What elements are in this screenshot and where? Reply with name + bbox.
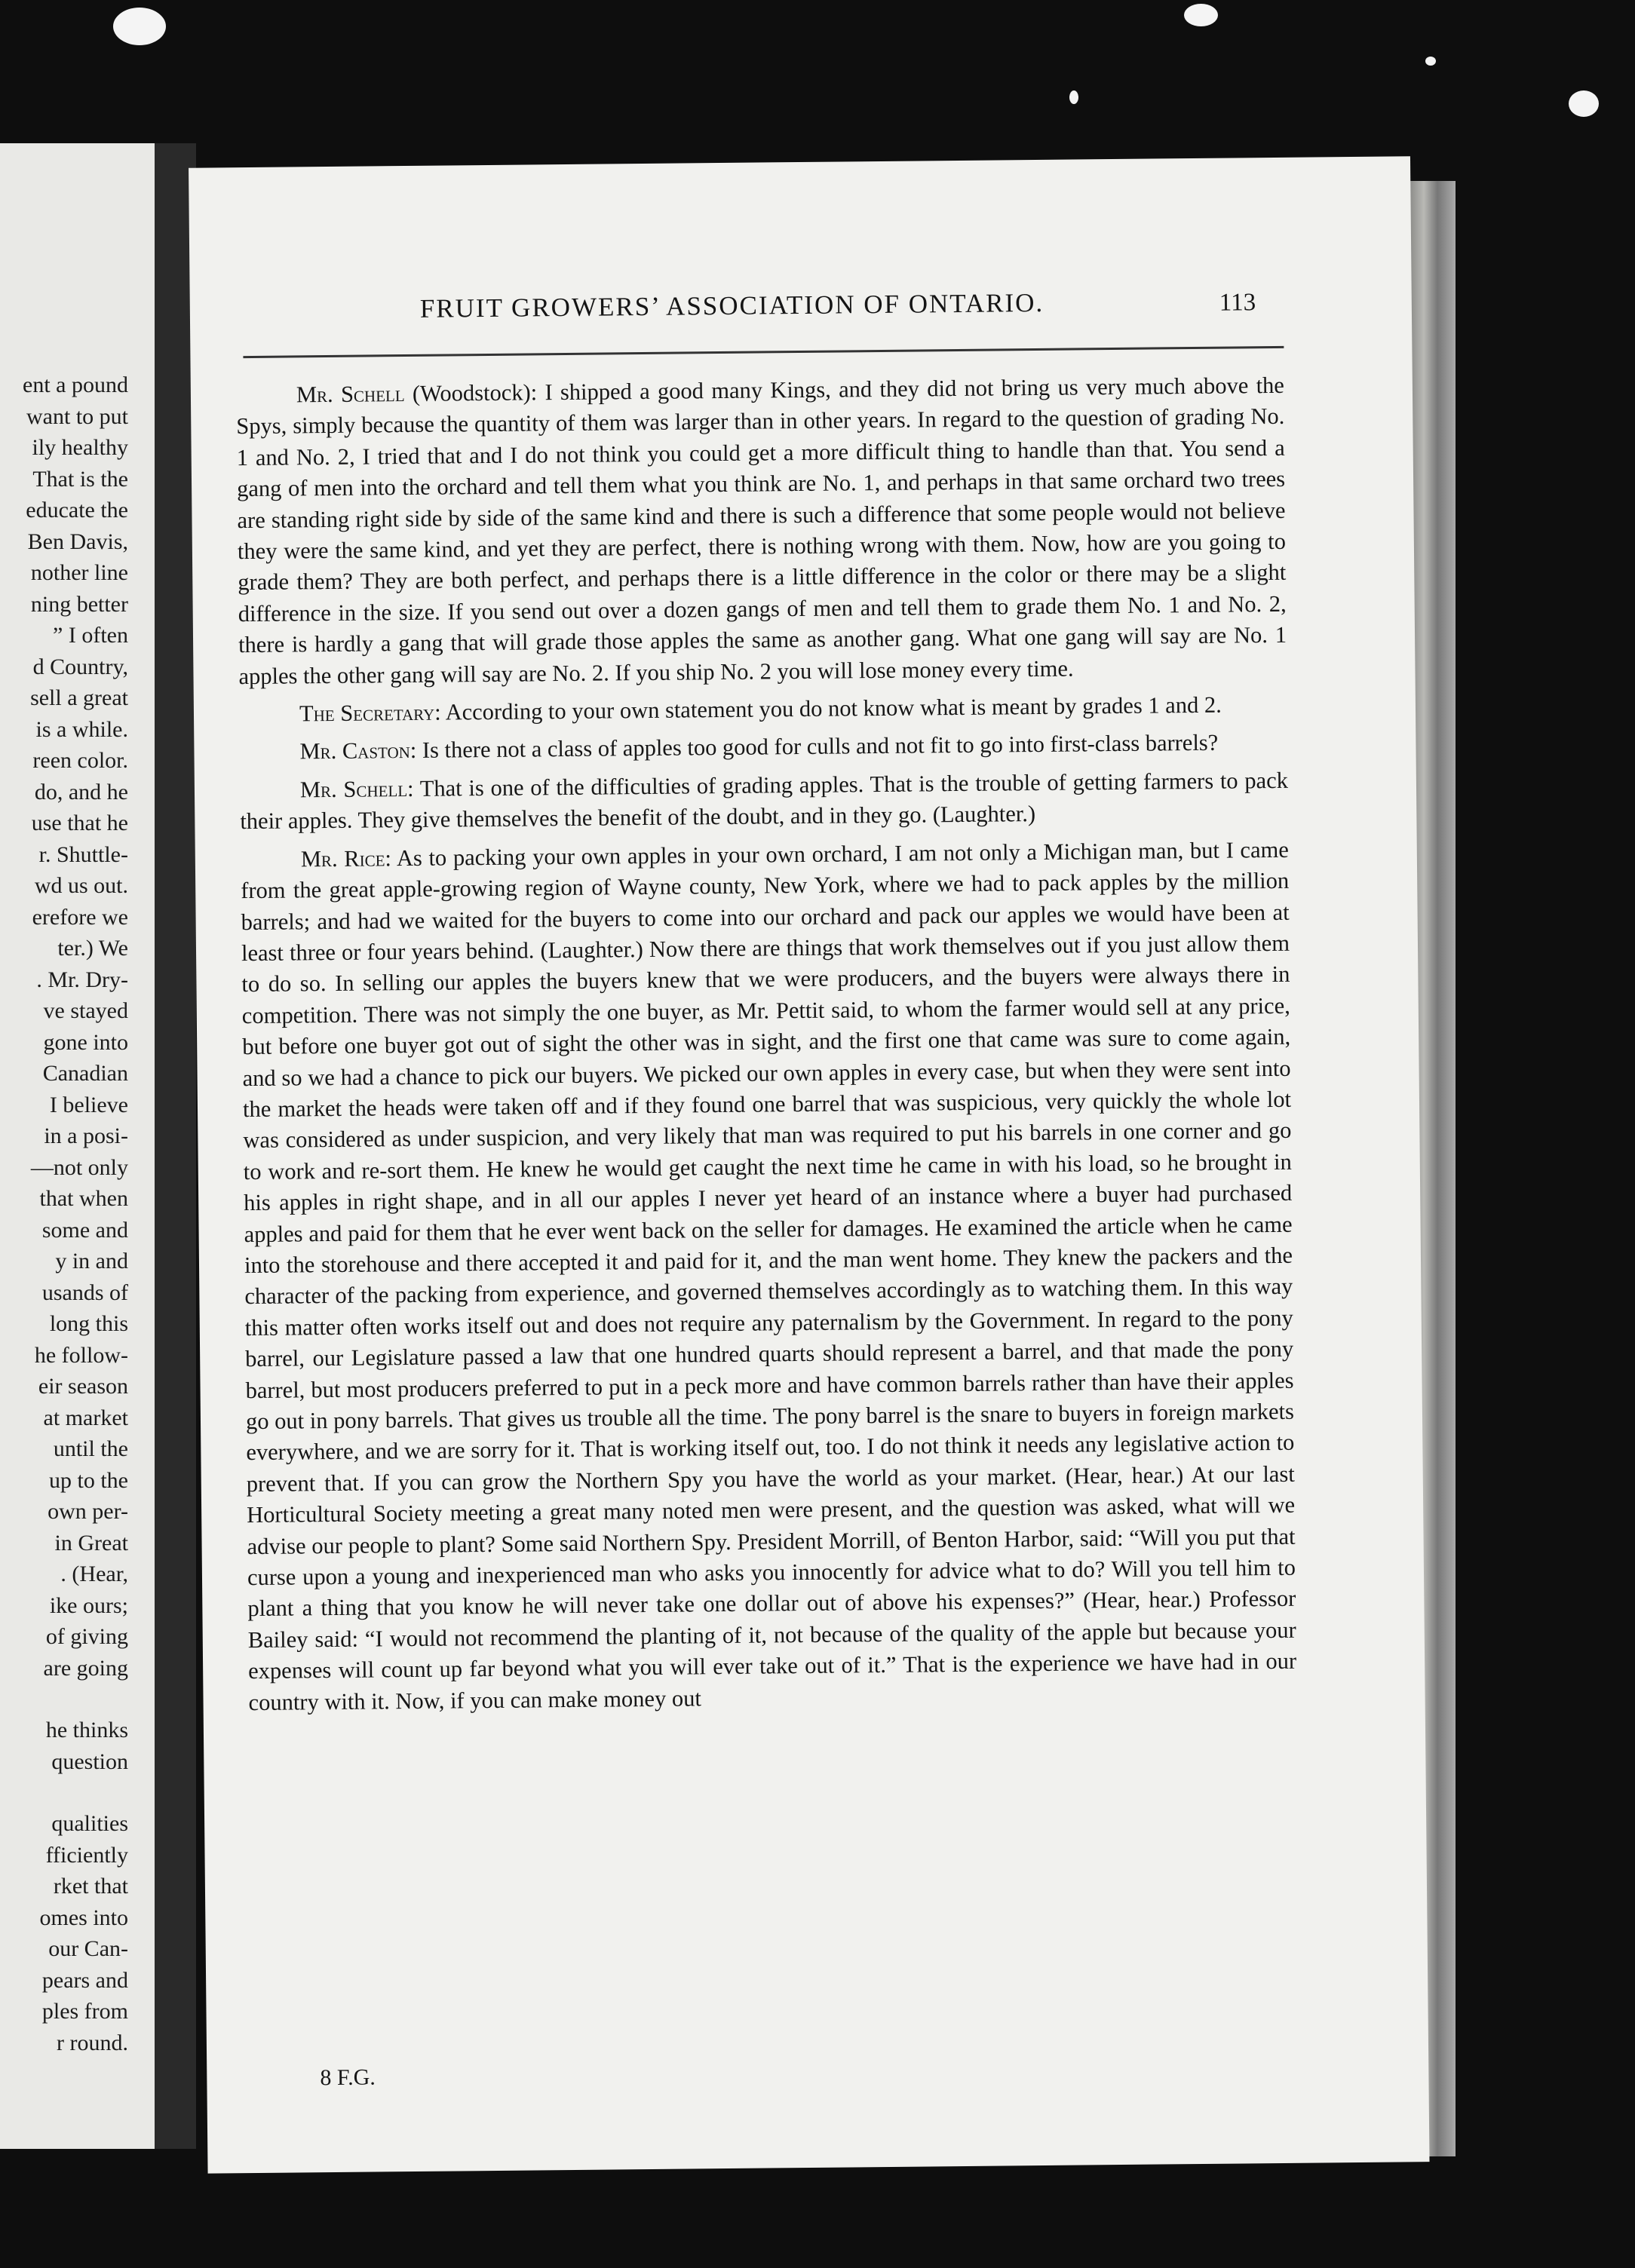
facing-page-line: Canadian bbox=[42, 1061, 128, 1086]
facing-page-line: that when bbox=[39, 1186, 128, 1211]
facing-page-line: ily healthy bbox=[32, 435, 128, 460]
signature-mark: 8 F.G. bbox=[320, 2064, 376, 2091]
paragraph bbox=[240, 765, 1289, 838]
paragraph bbox=[239, 727, 1287, 768]
facing-page-line: is a while. bbox=[35, 716, 128, 742]
facing-page-line: r. Shuttle- bbox=[38, 841, 128, 867]
facing-page-line: r round. bbox=[57, 2030, 128, 2055]
facing-page-line: . (Hear, bbox=[60, 1562, 128, 1586]
speaker-name: Mr. Schell bbox=[296, 381, 405, 408]
dust-speck bbox=[1069, 90, 1078, 104]
facing-page-line: ent a pound bbox=[23, 372, 128, 397]
facing-page-line: ter.) We bbox=[57, 936, 128, 961]
speaker-name: The Secretary bbox=[299, 699, 435, 727]
paragraph bbox=[241, 835, 1297, 1719]
facing-page-line: are going bbox=[43, 1655, 128, 1681]
facing-page-line: ” I often bbox=[53, 623, 128, 648]
running-header bbox=[190, 284, 1413, 342]
facing-page-line: qualities bbox=[51, 1811, 128, 1836]
facing-page-line: question bbox=[51, 1749, 128, 1774]
facing-page-line: of giving bbox=[45, 1624, 128, 1649]
facing-page-line: omes into bbox=[39, 1905, 128, 1930]
facing-page-line: d Country, bbox=[32, 654, 128, 679]
facing-page-line: erefore we bbox=[32, 904, 128, 930]
body-text bbox=[236, 370, 1297, 1725]
dust-speck bbox=[113, 8, 166, 45]
speaker-name: Mr. Rice bbox=[300, 845, 385, 872]
paragraph-text: : Is there not a class of apples too good for culls and not fit to go into first-class barrels? bbox=[410, 730, 1219, 764]
dust-speck bbox=[1569, 90, 1599, 117]
facing-page-text bbox=[0, 369, 128, 2058]
facing-page-line: up to the bbox=[49, 1467, 128, 1493]
facing-page-line: long this bbox=[49, 1311, 128, 1336]
speaker-name: Mr. Schell bbox=[299, 775, 408, 803]
facing-page-line: he follow- bbox=[34, 1342, 128, 1368]
facing-page-line: in Great bbox=[54, 1530, 128, 1555]
facing-page-line: own per- bbox=[48, 1499, 128, 1524]
facing-page-line: want to put bbox=[26, 403, 128, 429]
facing-page-line: fficiently bbox=[45, 1842, 128, 1868]
paragraph-text: : As to packing your own apples in your own orchard, I am not only a Michigan man, but I came from the great apple-growing region of Wayne county, New York, where we had to pack apples by the million barrels; and had we waited for the buyers to come into our orchard and pack our apples we would have been at least three or four years behind. (Laughter.) Now there are things that work themselves out if you just allow them to do so. In selling our apples the buyers knew that we were producers, and the buyers were always there in competition. There was not simply the one buyer, as Mr. Pettit said, to whom the farmer would sell at any price, but before one buyer got out of sight the other was in sight, and the first one that came was sure to come again, and so we had a chance to pick our buyers. We picked our own apples in every case, but when they were sent into the market the heads were taken off and if they found one barrel that was suspicious, very quickly the whole lot was considered as under suspicion, and very likely that man was required to put his barrels in one corner and go to work and re-sort them. He knew he would get caught the next time he came in with his load, so he brought in his apples in right shape, and in all our apples I never yet heard of an instance where a buyer had purchased apples and paid for them that he ever went back on the seller for damages. He examined the article when he came into the storehouse and there accepted it and paid for it, and the man went home. They knew the packers and the character of the packing from experience, and governed themselves accordingly as to watching them. In this way this matter often works itself out and does not require any paternalism by the Government. In regard to the pony barrel, our Legislature passed a law that one hundred quarts should represent a barrel, and that made the pony barrel, but most producers preferred to put in a peck more and have common barrels rather than have their apples go out in pony barrels. That gives us trouble all the time. The pony barrel is the snare to buyers in foreign markets everywhere, and we are sorry for it. That is working itself out, too. I do not think it needs any legislative action to prevent that. If you can grow the Northern Spy you have the world as your market. (Hear, hear.) At our last Horticultural Society meeting a great many noted men were present, and the question was asked, what will we advise our people to plant? Some said Northern Spy. President Morrill, of Benton Harbor, said: “Will you put that curse upon a young and inexperienced man who asks you innocently for advice what to do? Will you tell him to plant a thing that you know he will never take one dollar out of above his expenses?” (Hear, hear.) Professor Bailey said: “I would not recommend the planting of it, not because of the quality of the apple but because your expenses will count up far beyond what you will ever take out of it.” That is the experience we have had in our country with it. Now, if you can make money out bbox=[241, 836, 1297, 1715]
facing-page-line: eir season bbox=[38, 1374, 128, 1399]
paragraph-text: : According to your own statement you do not know what is meant by grades 1 and 2. bbox=[434, 691, 1222, 725]
facing-page-line: Ben Davis, bbox=[27, 529, 128, 554]
facing-page-line: ike ours; bbox=[49, 1592, 128, 1618]
header-rule bbox=[243, 346, 1284, 358]
facing-page-line: —not only bbox=[30, 1154, 128, 1180]
paragraph-text: (Woodstock): I shipped a good many Kings, and they did not bring us very much above the Spys, simply because the quantity of them was larger than in other years. In regard to the question of grading No. 1 and No. 2, I tried that and I do not think you could get a more difficult thing to handle than that. You send a gang of men into the orchard and tell them what you think are No. 1, and perhaps in that same orchard two trees are standing right side by side of the same kind and there is such a difference that some people would not believe they were the same kind, and yet they are perfect, there is nothing wrong with them. Now, how are you going to grade them? They are both perfect, and perhaps there is a little difference in the color or there may be a slight difference in the size. If you send out over a dozen gangs of men and tell them to grade them No. 1 and No. 2, there is hardly a gang that will grade those apples the same as another gang. What one gang will say are No. 1 apples the other gang will say are No. 2. If you ship No. 2 you will lose money every time. bbox=[236, 372, 1287, 689]
facing-page-line: he thinks bbox=[45, 1718, 128, 1742]
facing-page-line: our Can- bbox=[48, 1936, 128, 1961]
facing-page-line: ning better bbox=[30, 591, 128, 617]
facing-page-line: educate the bbox=[26, 498, 128, 523]
facing-page-line: usands of bbox=[41, 1280, 128, 1305]
facing-page-line: rket that bbox=[53, 1874, 128, 1899]
facing-page-line: That is the bbox=[32, 466, 128, 492]
facing-page-line: nother line bbox=[30, 560, 128, 585]
facing-page-line: I believe bbox=[49, 1092, 128, 1117]
paragraph bbox=[239, 689, 1287, 731]
dust-speck bbox=[1184, 4, 1218, 26]
facing-page-line: reen color. bbox=[32, 748, 128, 773]
header-title: FRUIT GROWERS’ ASSOCIATION OF ONTARIO. bbox=[419, 287, 1044, 323]
page-number: 113 bbox=[1219, 289, 1256, 317]
facing-page-line: do, and he bbox=[34, 779, 128, 805]
facing-page-line: in a posi- bbox=[44, 1123, 128, 1148]
dust-speck bbox=[1425, 57, 1436, 66]
speaker-name: Mr. Caston bbox=[299, 737, 410, 765]
facing-page-line: sell a great bbox=[30, 685, 128, 710]
paragraph-text: : That is one of the difficulties of grading apples. That is the trouble of getting farmers to pack their apples. They give themselves the benefit of the doubt, and in they go. (Laughter.) bbox=[240, 767, 1289, 835]
book-page bbox=[189, 156, 1429, 2173]
facing-page-line: y in and bbox=[55, 1249, 128, 1273]
book-gutter bbox=[155, 143, 196, 2149]
facing-page-line: use that he bbox=[31, 811, 128, 835]
facing-page-line: until the bbox=[53, 1436, 128, 1461]
facing-page-line: at market bbox=[43, 1405, 128, 1430]
facing-page-line: ples from bbox=[41, 1999, 128, 2024]
facing-page-line: ve stayed bbox=[43, 998, 128, 1023]
facing-page-line: gone into bbox=[43, 1029, 128, 1055]
facing-page-line: wd us out. bbox=[34, 873, 128, 898]
paragraph bbox=[236, 370, 1287, 692]
facing-page-line: . Mr. Dry- bbox=[36, 967, 128, 992]
facing-page-line: some and bbox=[41, 1217, 128, 1243]
facing-page-line: pears and bbox=[41, 1967, 128, 1993]
facing-page bbox=[0, 143, 167, 2149]
